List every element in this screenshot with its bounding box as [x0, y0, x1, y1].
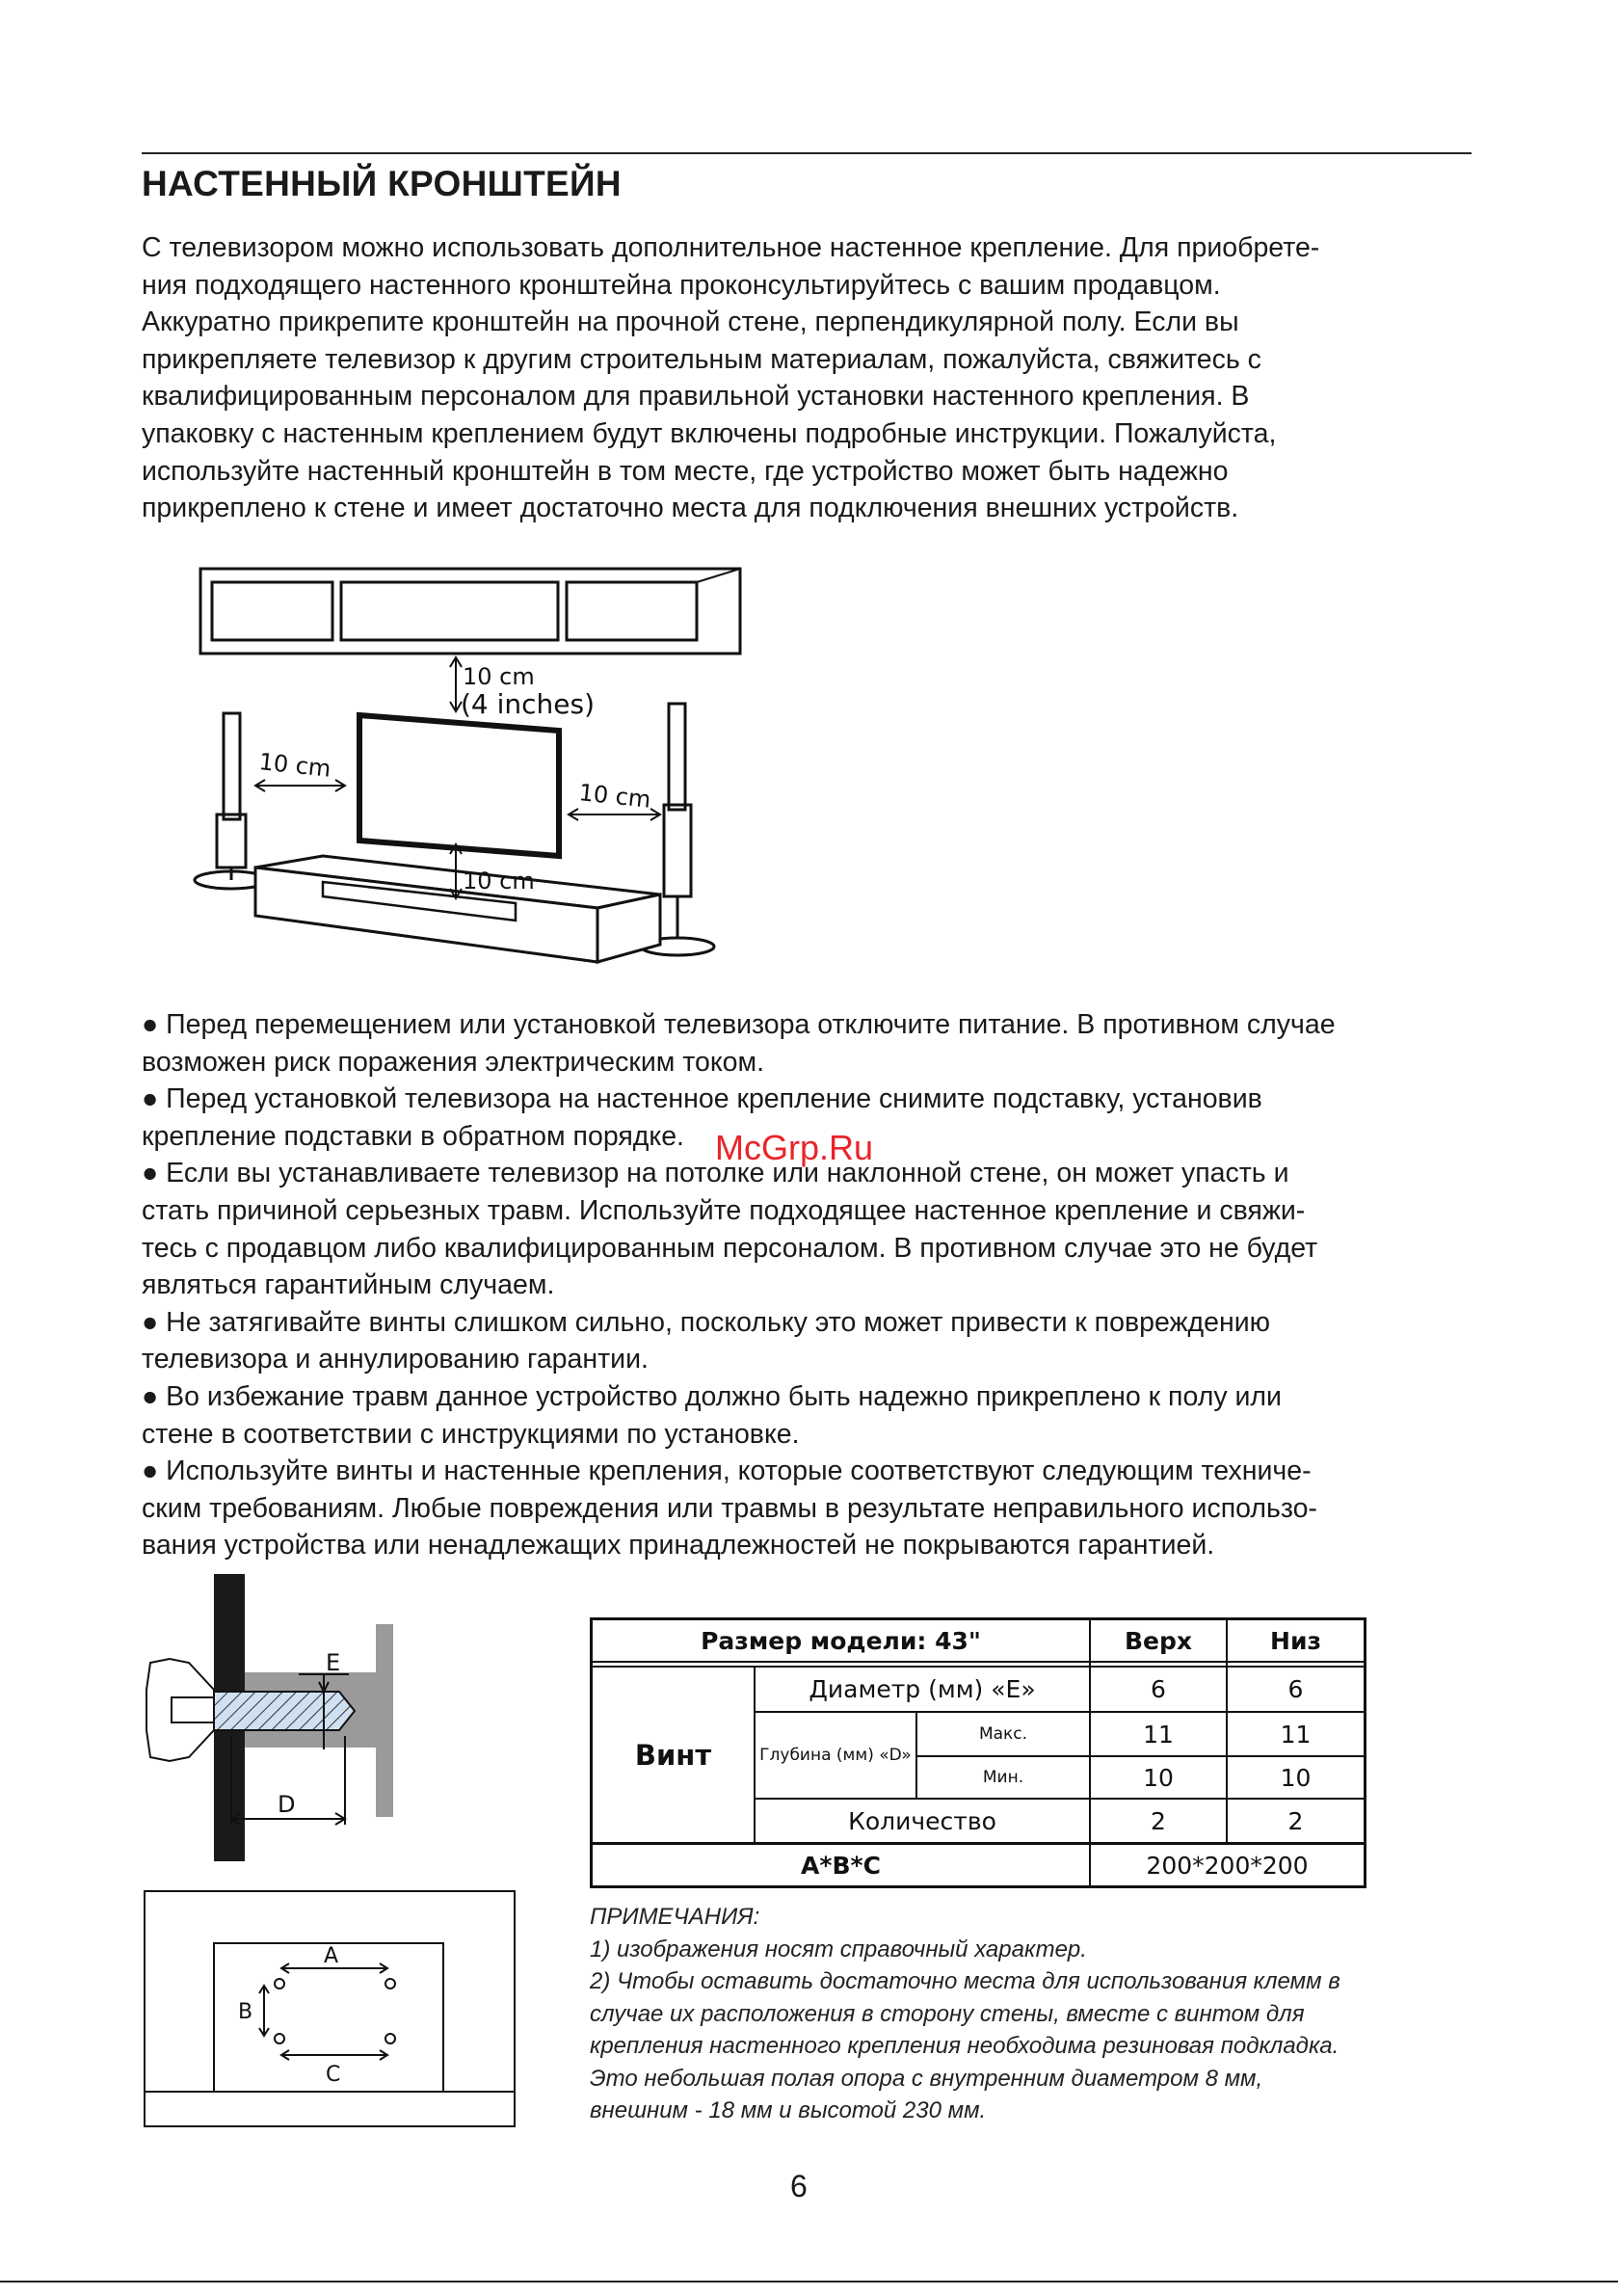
dimension-b-label: B [238, 2000, 253, 2024]
depth-max-bottom-value: 11 [1280, 1720, 1312, 1749]
warning-line: ским требованиям. Любые повреждения или травмы в результате неправильного использо- [142, 1492, 1317, 1524]
clearance-right-label: 10 cm [577, 779, 652, 814]
dimension-e-label: E [326, 1649, 341, 1676]
clearance-bottom-label: 10 cm [463, 868, 535, 894]
mount-hole [275, 1979, 284, 1989]
depth-min-top-value: 10 [1143, 1763, 1174, 1792]
clearance-top-label-inches: (4 inches) [461, 688, 596, 720]
mount-hole [385, 2034, 395, 2043]
clearance-left-label: 10 cm [257, 748, 332, 783]
diameter-label: Диаметр (мм) «E» [809, 1675, 1036, 1703]
warning-line: ● Перед перемещением или установкой телевизора отключите питание. В противном случае [142, 1009, 1336, 1040]
warning-line: крепление подставки в обратном порядке. [142, 1120, 684, 1152]
diameter-top-value: 6 [1151, 1675, 1166, 1703]
depth-min-bottom-value: 10 [1280, 1763, 1312, 1792]
warning-line: ● Не затягивайте винты слишком сильно, поскольку это может привести к повреждению [142, 1306, 1271, 1338]
tv-console [255, 856, 660, 962]
screw-spec-table [590, 1617, 1366, 1888]
warning-line: ● Используйте винты и настенные крепления, которые соответствуют следующим техниче- [142, 1455, 1312, 1487]
mount-hole [275, 2034, 284, 2043]
clearance-top-label: 10 cm [463, 663, 535, 690]
depth-label: Глубина (мм) «D» [759, 1746, 912, 1765]
cabinet-compartment [341, 582, 558, 640]
page-number: 6 [790, 2169, 808, 2203]
warning-line: ● Если вы устанавливаете телевизор на потолке или наклонной стене, он может упасть и [142, 1158, 1289, 1189]
mount-hole [385, 1979, 395, 1989]
note-line: Это небольшая полая опора с внутренним диаметром 8 мм, [590, 2065, 1263, 2092]
diameter-bottom-value: 6 [1287, 1675, 1304, 1703]
left-speaker [195, 713, 268, 889]
intro-line: квалифицированным персоналом для правильной установки настенного крепления. В [142, 381, 1250, 413]
cabinet-compartment [567, 582, 697, 640]
notes [590, 1901, 1340, 2127]
abc-value: 200*200*200 [1146, 1851, 1309, 1880]
screw-diagram [135, 1566, 414, 1870]
bottom-rule [0, 2281, 1618, 2283]
intro-line: прикреплено к стене и имеет достаточно места для подключения внешних устройств. [142, 493, 1239, 524]
depth-max-top-value: 11 [1143, 1720, 1174, 1749]
intro-paragraph [142, 229, 1481, 527]
quantity-top-value: 2 [1151, 1806, 1166, 1835]
intro-line: ния подходящего настенного кронштейна проконсультируйтесь с вашим продавцом. [142, 269, 1221, 301]
note-line: крепления настенного крепления необходима резиновая подкладка. [590, 2033, 1339, 2059]
quantity-label: Количество [848, 1806, 996, 1835]
top-rule [142, 152, 1472, 154]
screw-shank [214, 1692, 355, 1730]
note-line: внешним - 18 мм и высотой 230 мм. [590, 2097, 987, 2123]
header-model-size: Размер модели: 43" [701, 1626, 981, 1655]
depth-min-label: Мин. [982, 1768, 1024, 1787]
note-line: 1) изображения носят справочный характер. [590, 1936, 1087, 1962]
warning-line: вания устройства или ненадлежащих принадлежностей не покрываются гарантией. [142, 1530, 1215, 1562]
screw-head [146, 1659, 214, 1761]
intro-line: упаковку с настенным креплением будут включены подробные инструкции. Пожалуйста, [142, 417, 1277, 449]
clearance-diagram [173, 549, 771, 974]
note-line: 2) Чтобы оставить достаточно места для использования клемм в [590, 1968, 1340, 1994]
abc-label: A*B*C [801, 1851, 881, 1880]
notes-heading: ПРИМЕЧАНИЯ: [590, 1904, 760, 1930]
cabinet-compartment [212, 582, 332, 640]
intro-line: прикрепляете телевизор к другим строительным материалам, пожалуйста, свяжитесь с [142, 343, 1261, 375]
intro-line: С телевизором можно использовать дополнительное настенное крепление. Для приобрете- [142, 232, 1320, 263]
tv-panel [359, 715, 559, 856]
warning-line: ● Во избежание травм данное устройство должно быть надежно прикреплено к полу или [142, 1380, 1282, 1412]
vesa-diagram [143, 1889, 518, 2130]
quantity-bottom-value: 2 [1287, 1806, 1304, 1835]
note-line: случае их расположения в сторону стены, вместе с винтом для [590, 2000, 1305, 2027]
warning-line: стене в соответствии с инструкциями по установке. [142, 1418, 800, 1450]
warning-line: стать причиной серьезных травм. Используйте подходящее настенное крепление и свяжи- [142, 1194, 1306, 1226]
warning-line: тесь с продавцом либо квалифицированным персоналом. В противном случае это не будет [142, 1232, 1318, 1264]
page-title: НАСТЕННЫЙ КРОНШТЕЙН [142, 164, 622, 203]
screw-group-label: Винт [634, 1738, 712, 1772]
dimension-a-label: A [324, 1944, 339, 1968]
intro-line: используйте настенный кронштейн в том месте, где устройство может быть надежно [142, 455, 1229, 487]
warning-line: являться гарантийным случаем. [142, 1269, 555, 1301]
depth-max-label: Макс. [978, 1724, 1028, 1744]
watermark: McGrp.Ru [715, 1128, 874, 1167]
warning-line: телевизора и аннулированию гарантии. [142, 1344, 649, 1375]
warning-line: возможен риск поражения электрическим током. [142, 1046, 765, 1078]
warning-line: ● Перед установкой телевизора на настенное крепление снимите подставку, установив [142, 1083, 1262, 1115]
header-bottom: Низ [1270, 1626, 1321, 1655]
dimension-d-label: D [278, 1791, 296, 1818]
intro-line: Аккуратно прикрепите кронштейн на прочной стене, перпендикулярной полу. Если вы [142, 307, 1239, 338]
warnings-list [142, 1006, 1481, 1564]
dimension-c-label: C [326, 2063, 341, 2087]
header-top: Верх [1124, 1626, 1193, 1655]
